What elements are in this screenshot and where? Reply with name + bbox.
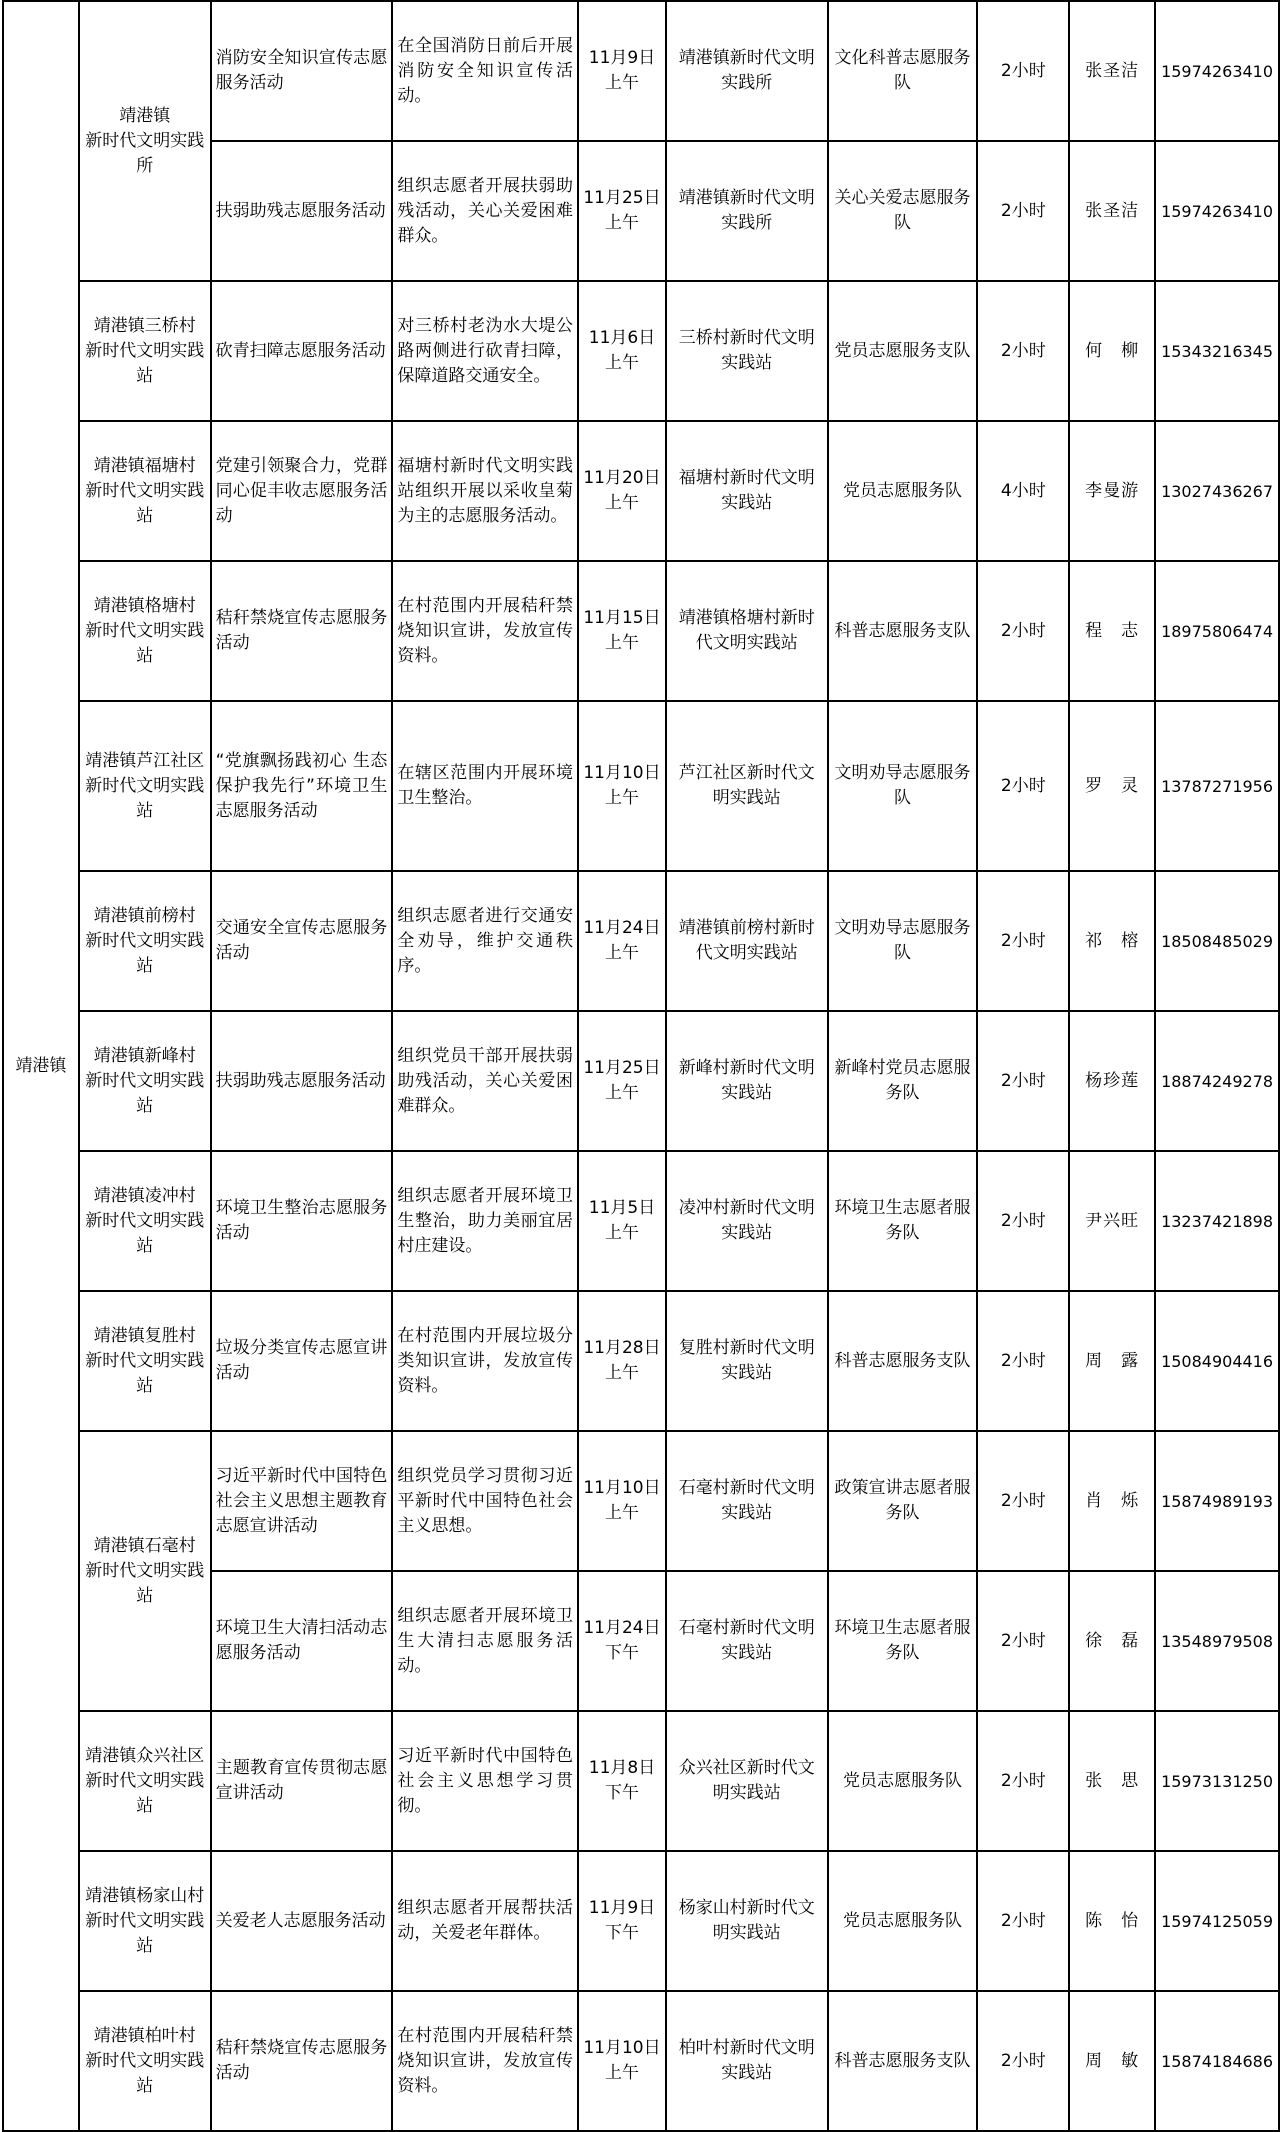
activity-name-text: 扶弱助残志愿服务活动 [215, 1070, 386, 1091]
activity-name-text: 习近平新时代中国特色社会主义思想主题教育志愿宣讲活动 [215, 1465, 388, 1536]
activity-location-cell [666, 141, 828, 281]
contact-phone-cell [1155, 1851, 1279, 1991]
activity-content-cell [392, 871, 578, 1011]
activity-name-text: 党建引领聚合力，党群同心促丰收志愿服务活动 [215, 455, 388, 526]
practice-unit-cell [79, 421, 211, 561]
activity-date-text: 11月24日 上午 [583, 918, 661, 963]
activity-location-text: 靖港镇新时代文明实践所 [678, 48, 815, 93]
duration-cell [977, 1851, 1069, 1991]
activity-content-cell [392, 141, 578, 281]
practice-unit-cell [79, 1291, 211, 1431]
contact-person-text: 何 柳 [1085, 340, 1140, 361]
activity-content-cell [392, 1851, 578, 1991]
volunteer-team-text: 环境卫生志愿者服务队 [834, 1198, 971, 1243]
activity-location-cell [666, 281, 828, 421]
practice-unit-label: 靖港镇芦江社区 新时代文明实践站 [85, 750, 205, 821]
contact-phone-cell [1155, 1991, 1279, 2131]
activity-name-cell [211, 1431, 393, 1571]
activity-date-text: 11月15日 上午 [583, 608, 661, 653]
contact-phone-cell [1155, 871, 1279, 1011]
practice-unit-cell [79, 1, 211, 281]
volunteer-team-cell [828, 281, 978, 421]
contact-phone-cell [1155, 1011, 1279, 1151]
activity-date-text: 11月25日 上午 [583, 1058, 661, 1103]
activity-name-cell [211, 1991, 393, 2131]
volunteer-team-cell [828, 1991, 978, 2131]
practice-unit-cell [79, 561, 211, 701]
activity-content-cell [392, 1991, 578, 2131]
duration-text: 2小时 [1000, 2050, 1046, 2071]
activity-date-cell [578, 871, 666, 1011]
contact-person-cell [1069, 1, 1155, 141]
activity-date-cell [578, 701, 666, 871]
contact-person-text: 杨珍莲 [1085, 1070, 1140, 1091]
activity-location-text: 杨家山村新时代文明实践站 [678, 1898, 815, 1943]
activity-content-text: 在村范围内开展垃圾分类知识宣讲，发放宣传资料。 [397, 1325, 574, 1396]
activity-content-cell [392, 1571, 578, 1711]
activity-date-text: 11月24日 下午 [583, 1618, 661, 1663]
activity-location-text: 新峰村新时代文明实践站 [678, 1058, 815, 1103]
activity-content-text: 组织志愿者开展环境卫生整治，助力美丽宜居村庄建设。 [397, 1185, 574, 1256]
volunteer-team-cell [828, 1431, 978, 1571]
volunteer-team-cell [828, 1, 978, 141]
contact-person-cell [1069, 281, 1155, 421]
duration-text: 4小时 [1000, 480, 1046, 501]
contact-person-cell [1069, 421, 1155, 561]
volunteer-team-text: 科普志愿服务支队 [834, 620, 971, 641]
duration-text: 2小时 [1000, 1770, 1046, 1791]
activity-content-cell [392, 1, 578, 141]
activity-date-text: 11月25日 上午 [583, 188, 661, 233]
activity-content-text: 习近平新时代中国特色社会主义思想学习贯彻。 [397, 1745, 574, 1816]
activity-name-text: 秸秆禁烧宣传志愿服务活动 [215, 2038, 388, 2083]
activity-location-text: 靖港镇新时代文明实践所 [678, 188, 815, 233]
activity-content-cell [392, 1711, 578, 1851]
activity-name-cell [211, 421, 393, 561]
contact-phone-text: 18874249278 [1161, 1071, 1274, 1091]
practice-unit-cell [79, 1711, 211, 1851]
activity-location-text: 靖港镇格塘村新时代文明实践站 [678, 608, 815, 653]
activity-content-text: 组织党员干部开展扶弱助残活动，关心关爱困难群众。 [397, 1045, 574, 1116]
activity-content-text: 组织党员学习贯彻习近平新时代中国特色社会主义思想。 [397, 1465, 574, 1536]
duration-cell [977, 1, 1069, 141]
table-row [3, 1431, 1279, 1571]
duration-text: 2小时 [1000, 60, 1046, 81]
volunteer-team-cell [828, 871, 978, 1011]
activity-location-cell [666, 1851, 828, 1991]
duration-cell [977, 1151, 1069, 1291]
contact-phone-text: 13548979508 [1161, 1631, 1274, 1651]
contact-phone-cell [1155, 701, 1279, 871]
activity-location-cell [666, 1431, 828, 1571]
table-row [3, 701, 1279, 871]
volunteer-team-cell [828, 561, 978, 701]
volunteer-team-text: 新峰村党员志愿服务队 [834, 1058, 971, 1103]
contact-phone-text: 13787271956 [1161, 776, 1274, 796]
activity-name-cell [211, 1291, 393, 1431]
practice-unit-label: 靖港镇福塘村 新时代文明实践站 [85, 455, 205, 526]
activity-location-text: 三桥村新时代文明实践站 [678, 328, 815, 373]
activity-date-cell [578, 141, 666, 281]
table-row [3, 1991, 1279, 2131]
contact-phone-text: 15973131250 [1161, 1771, 1274, 1791]
contact-person-cell [1069, 1011, 1155, 1151]
table-row [3, 1851, 1279, 1991]
activity-date-cell [578, 1011, 666, 1151]
contact-person-cell [1069, 561, 1155, 701]
contact-person-text: 李曼游 [1085, 480, 1140, 501]
contact-phone-text: 18508485029 [1161, 931, 1274, 951]
volunteer-team-cell [828, 1291, 978, 1431]
activity-content-text: 组织志愿者开展环境卫生大清扫志愿服务活动。 [397, 1605, 574, 1676]
activity-content-cell [392, 281, 578, 421]
contact-phone-cell [1155, 421, 1279, 561]
practice-unit-label: 靖港镇 新时代文明实践所 [85, 105, 205, 176]
activity-name-text: 秸秆禁烧宣传志愿服务活动 [215, 608, 388, 653]
table-row [3, 1151, 1279, 1291]
volunteer-team-text: 党员志愿服务队 [842, 480, 962, 501]
table-row [3, 1291, 1279, 1431]
activity-content-cell [392, 1011, 578, 1151]
contact-phone-text: 18975806474 [1161, 621, 1274, 641]
activity-location-text: 福塘村新时代文明实践站 [678, 468, 815, 513]
activity-content-cell [392, 421, 578, 561]
activity-date-cell [578, 281, 666, 421]
duration-cell [977, 701, 1069, 871]
contact-phone-text: 13027436267 [1161, 481, 1274, 501]
contact-phone-cell [1155, 1431, 1279, 1571]
volunteer-team-cell [828, 1011, 978, 1151]
practice-unit-cell [79, 281, 211, 421]
activity-name-cell [211, 281, 393, 421]
activity-date-text: 11月20日 上午 [583, 468, 661, 513]
activity-content-cell [392, 1291, 578, 1431]
contact-phone-text: 15974125059 [1161, 1911, 1274, 1931]
duration-text: 2小时 [1000, 1490, 1046, 1511]
contact-phone-cell [1155, 281, 1279, 421]
duration-cell [977, 561, 1069, 701]
activity-table-body [3, 1, 1279, 2131]
activity-location-cell [666, 1711, 828, 1851]
volunteer-team-text: 科普志愿服务支队 [834, 1350, 971, 1371]
practice-unit-label: 靖港镇复胜村 新时代文明实践站 [85, 1325, 205, 1396]
duration-cell [977, 1291, 1069, 1431]
table-row [3, 1011, 1279, 1151]
volunteer-team-text: 文明劝导志愿服务队 [834, 918, 971, 963]
activity-location-text: 复胜村新时代文明实践站 [678, 1338, 815, 1383]
activity-date-cell [578, 421, 666, 561]
table-row [3, 1711, 1279, 1851]
activity-name-text: 交通安全宣传志愿服务活动 [215, 918, 388, 963]
contact-person-text: 张 思 [1085, 1770, 1140, 1791]
duration-cell [977, 1431, 1069, 1571]
duration-cell [977, 281, 1069, 421]
activity-date-text: 11月8日 下午 [588, 1758, 656, 1803]
contact-person-text: 陈 怡 [1085, 1910, 1140, 1931]
contact-person-text: 肖 烁 [1085, 1490, 1140, 1511]
activity-date-cell [578, 561, 666, 701]
contact-person-cell [1069, 1991, 1155, 2131]
contact-phone-cell [1155, 1571, 1279, 1711]
contact-phone-text: 15974263410 [1161, 61, 1274, 81]
activity-location-cell [666, 1571, 828, 1711]
duration-cell [977, 871, 1069, 1011]
practice-unit-label: 靖港镇新峰村 新时代文明实践站 [85, 1045, 205, 1116]
activity-date-text: 11月9日 下午 [588, 1898, 656, 1943]
contact-person-cell [1069, 871, 1155, 1011]
contact-person-cell [1069, 701, 1155, 871]
volunteer-team-text: 文化科普志愿服务队 [834, 48, 971, 93]
duration-cell [977, 1011, 1069, 1151]
contact-phone-cell [1155, 141, 1279, 281]
contact-person-cell [1069, 1291, 1155, 1431]
activity-content-text: 福塘村新时代文明实践站组织开展以采收皇菊为主的志愿服务活动。 [397, 455, 574, 526]
activity-content-text: 组织志愿者开展帮扶活动，关爱老年群体。 [397, 1898, 574, 1943]
practice-unit-cell [79, 1151, 211, 1291]
practice-unit-cell [79, 1431, 211, 1711]
activity-name-text: 主题教育宣传贯彻志愿宣讲活动 [215, 1758, 388, 1803]
volunteer-team-cell [828, 1151, 978, 1291]
volunteer-team-text: 文明劝导志愿服务队 [834, 763, 971, 808]
activity-name-text: 砍青扫障志愿服务活动 [215, 340, 386, 361]
volunteer-team-text: 政策宣讲志愿者服务队 [834, 1478, 971, 1523]
contact-phone-text: 15874184686 [1161, 2051, 1274, 2071]
activity-location-text: 芦江社区新时代文明实践站 [678, 763, 815, 808]
activity-date-cell [578, 1851, 666, 1991]
practice-unit-label: 靖港镇杨家山村 新时代文明实践站 [85, 1885, 205, 1956]
activity-location-cell [666, 701, 828, 871]
activity-location-text: 靖港镇前榜村新时代文明实践站 [678, 918, 815, 963]
activity-name-text: 关爱老人志愿服务活动 [215, 1910, 386, 1931]
activity-date-text: 11月6日 上午 [588, 328, 656, 373]
contact-phone-text: 15874989193 [1161, 1491, 1274, 1511]
activity-date-cell [578, 1291, 666, 1431]
volunteer-team-text: 党员志愿服务队 [842, 1910, 962, 1931]
duration-cell [977, 141, 1069, 281]
practice-unit-label: 靖港镇格塘村 新时代文明实践站 [85, 595, 205, 666]
practice-unit-cell [79, 1851, 211, 1991]
activity-content-text: 在村范围内开展秸秆禁烧知识宣讲，发放宣传资料。 [397, 2025, 574, 2096]
contact-phone-cell [1155, 1, 1279, 141]
practice-unit-label: 靖港镇石毫村 新时代文明实践站 [85, 1535, 205, 1606]
activity-name-text: 消防安全知识宣传志愿服务活动 [215, 48, 388, 93]
contact-person-text: 罗 灵 [1085, 775, 1140, 796]
table-row [3, 871, 1279, 1011]
activity-name-cell [211, 1011, 393, 1151]
town-cell [3, 1, 79, 2131]
town-label: 靖港镇 [15, 1055, 67, 1076]
contact-phone-cell [1155, 1711, 1279, 1851]
activity-date-text: 11月10日 上午 [583, 2038, 661, 2083]
activity-content-text: 对三桥村老沩水大堤公路两侧进行砍青扫障，保障道路交通安全。 [397, 315, 574, 386]
activity-location-cell [666, 421, 828, 561]
activity-name-text: 环境卫生大清扫活动志愿服务活动 [215, 1618, 388, 1663]
activity-location-cell [666, 1011, 828, 1151]
activity-name-text: “党旗飘扬践初心 生态保护我先行”环境卫生志愿服务活动 [215, 750, 388, 821]
contact-person-text: 徐 磊 [1085, 1630, 1140, 1651]
activity-name-text: 扶弱助残志愿服务活动 [215, 200, 386, 221]
contact-person-cell [1069, 1151, 1155, 1291]
volunteer-team-text: 党员志愿服务支队 [834, 340, 971, 361]
table-row [3, 1, 1279, 141]
contact-person-text: 张圣洁 [1085, 60, 1140, 81]
activity-content-cell [392, 1151, 578, 1291]
activity-location-cell [666, 1991, 828, 2131]
contact-phone-cell [1155, 561, 1279, 701]
contact-person-text: 周 露 [1085, 1350, 1140, 1371]
practice-unit-cell [79, 871, 211, 1011]
duration-text: 2小时 [1000, 1910, 1046, 1931]
contact-phone-cell [1155, 1291, 1279, 1431]
contact-person-text: 程 志 [1085, 620, 1140, 641]
volunteer-team-cell [828, 1571, 978, 1711]
activity-content-text: 在全国消防日前后开展消防安全知识宣传活动。 [397, 35, 574, 106]
volunteer-team-cell [828, 1711, 978, 1851]
contact-person-cell [1069, 1851, 1155, 1991]
table-row [3, 421, 1279, 561]
duration-text: 2小时 [1000, 340, 1046, 361]
duration-text: 2小时 [1000, 930, 1046, 951]
activity-location-text: 石毫村新时代文明实践站 [678, 1478, 815, 1523]
activity-name-cell [211, 1851, 393, 1991]
activity-content-text: 在村范围内开展秸秆禁烧知识宣讲，发放宣传资料。 [397, 595, 574, 666]
activity-location-text: 凌冲村新时代文明实践站 [678, 1198, 815, 1243]
activity-date-cell [578, 1151, 666, 1291]
practice-unit-cell [79, 1991, 211, 2131]
duration-text: 2小时 [1000, 1070, 1046, 1091]
contact-person-cell [1069, 1431, 1155, 1571]
table-row [3, 561, 1279, 701]
duration-cell [977, 1711, 1069, 1851]
activity-location-cell [666, 1, 828, 141]
activity-date-text: 11月28日 上午 [583, 1338, 661, 1383]
contact-person-cell [1069, 1711, 1155, 1851]
duration-text: 2小时 [1000, 1630, 1046, 1651]
activity-date-cell [578, 1431, 666, 1571]
volunteer-team-text: 科普志愿服务支队 [834, 2050, 971, 2071]
duration-text: 2小时 [1000, 200, 1046, 221]
activity-content-cell [392, 561, 578, 701]
activity-location-text: 柏叶村新时代文明实践站 [678, 2038, 815, 2083]
activity-name-cell [211, 1, 393, 141]
table-row [3, 281, 1279, 421]
activity-date-cell [578, 1571, 666, 1711]
activity-name-text: 垃圾分类宣传志愿宣讲活动 [215, 1338, 388, 1383]
volunteer-team-cell [828, 421, 978, 561]
practice-unit-label: 靖港镇三桥村 新时代文明实践站 [85, 315, 205, 386]
practice-unit-cell [79, 1011, 211, 1151]
contact-person-text: 祁 榕 [1085, 930, 1140, 951]
practice-unit-cell [79, 701, 211, 871]
volunteer-team-cell [828, 141, 978, 281]
contact-person-cell [1069, 141, 1155, 281]
activity-table [2, 0, 1280, 2132]
duration-text: 2小时 [1000, 775, 1046, 796]
duration-text: 2小时 [1000, 1350, 1046, 1371]
activity-date-cell [578, 1711, 666, 1851]
activity-date-text: 11月5日 上午 [588, 1198, 656, 1243]
activity-content-text: 组织志愿者开展扶弱助残活动，关心关爱困难群众。 [397, 175, 574, 246]
practice-unit-label: 靖港镇众兴社区 新时代文明实践站 [85, 1745, 205, 1816]
contact-phone-text: 15974263410 [1161, 201, 1274, 221]
activity-date-text: 11月10日 上午 [583, 763, 661, 808]
contact-person-text: 尹兴旺 [1085, 1210, 1140, 1231]
volunteer-team-text: 关心关爱志愿服务队 [834, 188, 971, 233]
activity-content-text: 在辖区范围内开展环境卫生整治。 [397, 763, 574, 808]
practice-unit-label: 靖港镇前榜村 新时代文明实践站 [85, 905, 205, 976]
duration-cell [977, 1991, 1069, 2131]
volunteer-team-text: 党员志愿服务队 [842, 1770, 962, 1791]
duration-text: 2小时 [1000, 1210, 1046, 1231]
contact-phone-text: 13237421898 [1161, 1211, 1274, 1231]
activity-name-cell [211, 1571, 393, 1711]
activity-location-text: 众兴社区新时代文明实践站 [678, 1758, 815, 1803]
activity-content-text: 组织志愿者进行交通安全劝导，维护交通秩序。 [397, 905, 574, 976]
activity-name-cell [211, 1151, 393, 1291]
activity-content-cell [392, 701, 578, 871]
volunteer-team-text: 环境卫生志愿者服务队 [834, 1618, 971, 1663]
volunteer-team-cell [828, 1851, 978, 1991]
activity-date-text: 11月10日 上午 [583, 1478, 661, 1523]
contact-person-cell [1069, 1571, 1155, 1711]
activity-name-cell [211, 1711, 393, 1851]
practice-unit-label: 靖港镇柏叶村 新时代文明实践站 [85, 2025, 205, 2096]
activity-location-cell [666, 1151, 828, 1291]
activity-content-cell [392, 1431, 578, 1571]
activity-name-text: 环境卫生整治志愿服务活动 [215, 1198, 388, 1243]
contact-phone-cell [1155, 1151, 1279, 1291]
activity-name-cell [211, 701, 393, 871]
contact-phone-text: 15343216345 [1161, 341, 1274, 361]
duration-text: 2小时 [1000, 620, 1046, 641]
duration-cell [977, 1571, 1069, 1711]
activity-date-text: 11月9日 上午 [588, 48, 656, 93]
activity-name-cell [211, 871, 393, 1011]
activity-location-cell [666, 561, 828, 701]
activity-location-cell [666, 1291, 828, 1431]
contact-person-text: 张圣洁 [1085, 200, 1140, 221]
duration-cell [977, 421, 1069, 561]
activity-name-cell [211, 561, 393, 701]
activity-name-cell [211, 141, 393, 281]
contact-person-text: 周 敏 [1085, 2050, 1140, 2071]
activity-date-cell [578, 1991, 666, 2131]
activity-date-cell [578, 1, 666, 141]
activity-location-cell [666, 871, 828, 1011]
practice-unit-label: 靖港镇凌冲村 新时代文明实践站 [85, 1185, 205, 1256]
volunteer-team-cell [828, 701, 978, 871]
activity-location-text: 石毫村新时代文明实践站 [678, 1618, 815, 1663]
contact-phone-text: 15084904416 [1161, 1351, 1274, 1371]
